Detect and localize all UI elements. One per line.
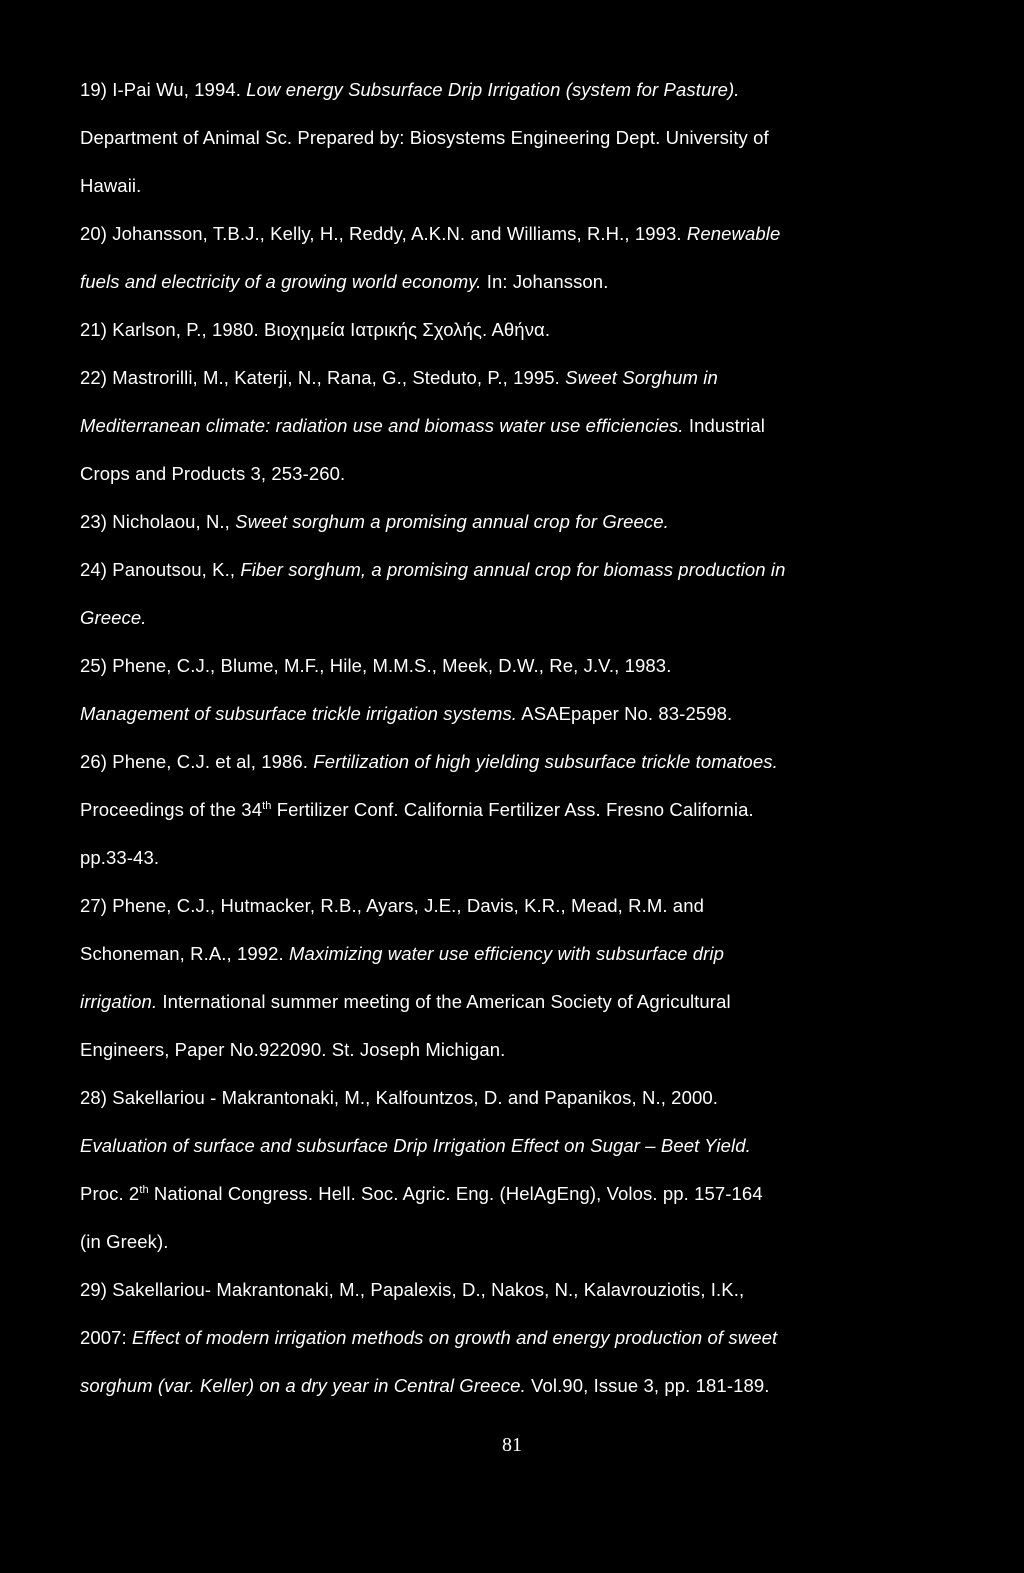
reference-title: Maximizing water use efficiency with subsurface drip [289, 943, 724, 964]
reference-29-line-3 [80, 1374, 860, 1398]
reference-28-line-1 [80, 1086, 860, 1110]
reference-20-line-1 [80, 222, 860, 246]
reference-22-line-1 [80, 366, 860, 390]
reference-text: Phene, C.J., Blume, M.F., Hile, M.M.S., Meek, D.W., Re, J.V., 1983. [112, 655, 672, 676]
reference-text: Panoutsou, K., [112, 559, 241, 580]
reference-title: Management of subsurface trickle irrigation systems. [80, 703, 518, 724]
reference-29-line-1 [80, 1278, 860, 1302]
reference-text: Phene, C.J. et al, 1986. [112, 751, 314, 772]
reference-title: Sweet sorghum a promising annual crop for Greece. [235, 511, 669, 532]
page-number: 81 [502, 1434, 522, 1456]
reference-title: Sweet Sorghum in [565, 367, 718, 388]
reference-text: Karlson, P., 1980. Βιοχημεία Ιατρικής Σχολής. Αθήνα. [112, 319, 551, 340]
ordinal-superscript: th [262, 800, 272, 812]
reference-text: Industrial [683, 415, 765, 436]
reference-number: 28) [80, 1087, 108, 1108]
reference-number: 20) [80, 223, 108, 244]
reference-title: Mediterranean climate: radiation use and biomass water use efficiencies. [80, 415, 684, 436]
reference-25-line-1 [80, 654, 860, 678]
reference-27-line-2 [80, 942, 860, 966]
reference-number: 26) [80, 751, 108, 772]
reference-title: Renewable [686, 223, 781, 244]
reference-number: 22) [80, 367, 108, 388]
reference-number: 25) [80, 655, 108, 676]
reference-24-line-2: Greece. [80, 607, 147, 628]
reference-number: 29) [80, 1279, 108, 1300]
reference-26-line-3: pp.33-43. [80, 847, 160, 868]
reference-text: I-Pai Wu, 1994. [112, 79, 247, 100]
reference-28-line-3 [80, 1182, 860, 1206]
reference-title: Fertilization of high yielding subsurface trickle tomatoes. [313, 751, 778, 772]
reference-text: Johansson, T.B.J., Kelly, H., Reddy, A.K.N. and Williams, R.H., 1993. [112, 223, 687, 244]
reference-26-line-2 [80, 798, 860, 822]
reference-27-line-1 [80, 894, 860, 918]
reference-text: International summer meeting of the American Society of Agricultural [157, 991, 731, 1012]
reference-title: sorghum (var. Keller) on a dry year in Central Greece. [80, 1375, 526, 1396]
reference-28-line-4: (in Greek). [80, 1231, 169, 1252]
reference-number: 23) [80, 511, 108, 532]
reference-21-line-1 [80, 318, 860, 342]
reference-24-line-1 [80, 558, 860, 582]
reference-20-line-2 [80, 270, 860, 294]
reference-text: Mastrorilli, M., Katerji, N., Rana, G., Steduto, P., 1995. [112, 367, 566, 388]
reference-number: 19) [80, 79, 108, 100]
reference-text: Nicholaou, N., [112, 511, 236, 532]
reference-27-line-4: Engineers, Paper No.922090. St. Joseph Michigan. [80, 1039, 506, 1060]
reference-title: Fiber sorghum, a promising annual crop for biomass production in [240, 559, 786, 580]
reference-19-line-1 [80, 78, 860, 102]
reference-title: fuels and electricity of a growing world economy. [80, 271, 482, 292]
reference-19-line-3: Hawaii. [80, 175, 142, 196]
reference-text: Phene, C.J., Hutmacker, R.B., Ayars, J.E., Davis, K.R., Mead, R.M. and [112, 895, 704, 916]
reference-27-line-3 [80, 990, 860, 1014]
reference-25-line-2 [80, 702, 860, 726]
reference-23-line-1 [80, 510, 860, 534]
reference-text: Sakellariou - Makrantonaki, M., Kalfountzos, D. and Papanikos, N., 2000. [112, 1087, 718, 1108]
reference-text: Vol.90, Issue 3, pp. 181-189. [525, 1375, 770, 1396]
reference-title: Effect of modern irrigation methods on growth and energy production of sweet [132, 1327, 778, 1348]
reference-text: ASAEpaper No. 83-2598. [517, 703, 733, 724]
reference-22-line-2 [80, 414, 860, 438]
reference-text: National Congress. Hell. Soc. Agric. Eng. (HelAgEng), Volos. pp. 157-164 [148, 1183, 763, 1204]
reference-title: irrigation. [80, 991, 158, 1012]
reference-text: Proceedings of the 34 [80, 799, 263, 820]
reference-title: Low energy Subsurface Drip Irrigation (system for Pasture). [246, 79, 740, 100]
reference-number: 24) [80, 559, 108, 580]
reference-19-line-2: Department of Animal Sc. Prepared by: Biosystems Engineering Dept. University of [80, 127, 769, 148]
reference-number: 21) [80, 319, 108, 340]
reference-29-line-2 [80, 1326, 860, 1350]
reference-text: Sakellariou- Makrantonaki, M., Papalexis, D., Nakos, N., Kalavrouziotis, I.K., [112, 1279, 745, 1300]
reference-text: Proc. 2 [80, 1183, 140, 1204]
reference-26-line-1 [80, 750, 860, 774]
reference-text: In: Johansson. [481, 271, 609, 292]
reference-text: Fertilizer Conf. California Fertilizer Ass. Fresno California. [271, 799, 754, 820]
ordinal-superscript: th [139, 1184, 149, 1196]
reference-22-line-3: Crops and Products 3, 253-260. [80, 463, 346, 484]
reference-text: Schoneman, R.A., 1992. [80, 943, 290, 964]
reference-28-line-2: Evaluation of surface and subsurface Drip Irrigation Effect on Sugar – Beet Yield. [80, 1135, 751, 1156]
reference-number: 27) [80, 895, 108, 916]
reference-text: 2007: [80, 1327, 133, 1348]
